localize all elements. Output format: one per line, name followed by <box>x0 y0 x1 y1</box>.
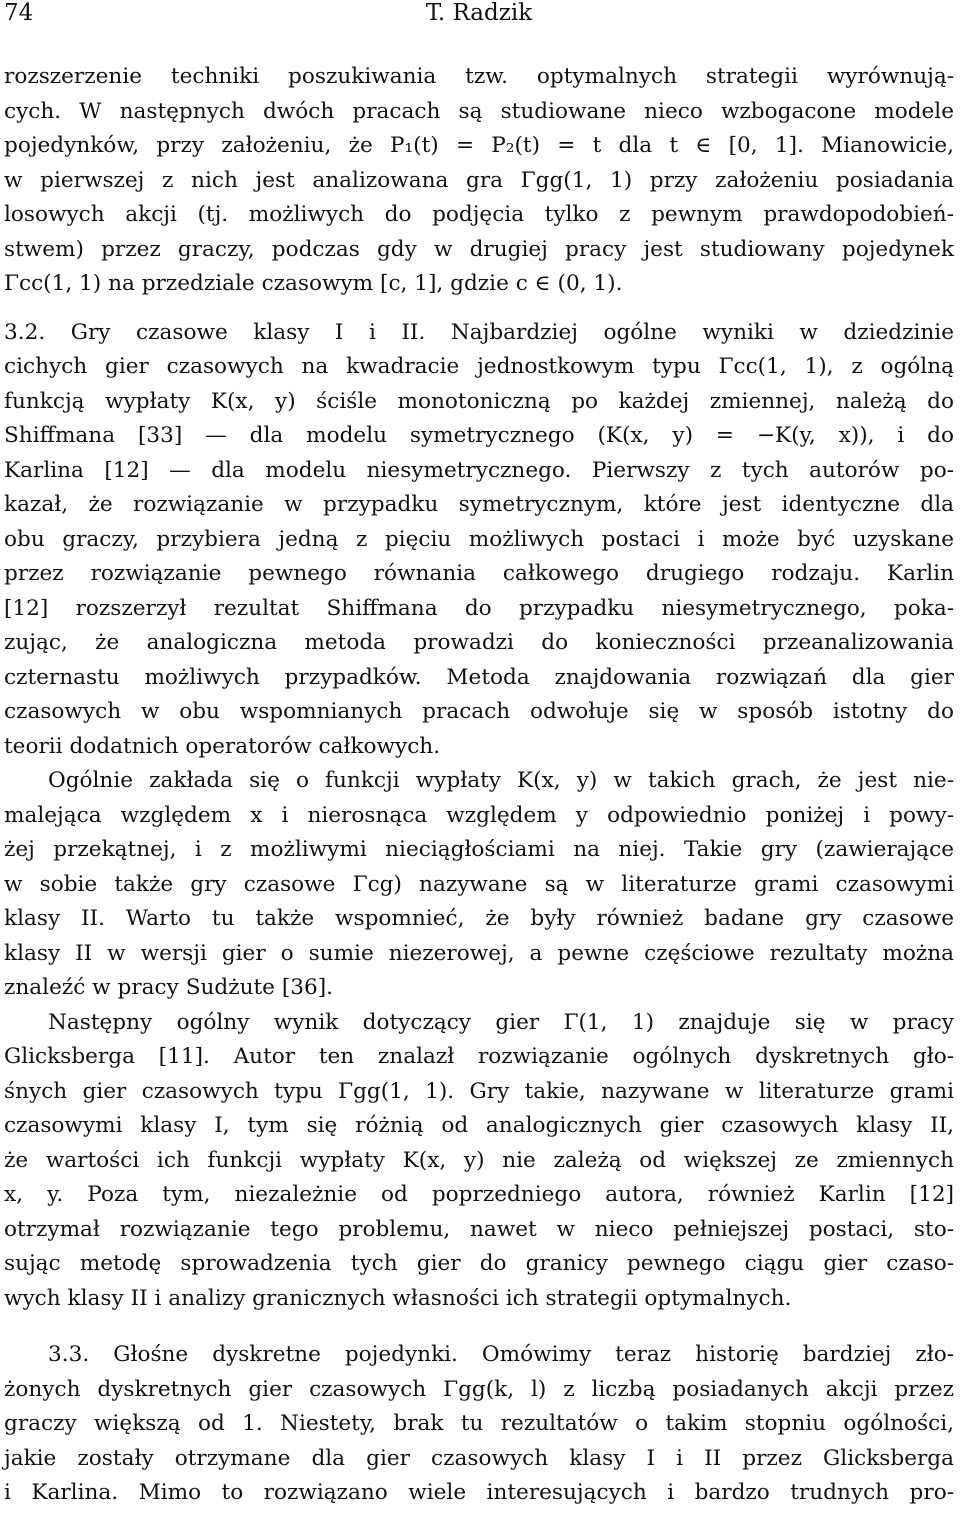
text-line: 3.3. Głośne dyskretne pojedynki. Omówimy teraz historię bardziej zło- <box>48 1342 954 1367</box>
text-line: 3.2. Gry czasowe klasy I i II. Najbardziej ogólne wyniki w dziedzinie <box>4 319 954 345</box>
text-line: żej przekątnej, i z możliwymi nieciągłościami na niej. Takie gry (zawierające <box>4 837 954 862</box>
text-line: x, y. Poza tym, niezależnie od poprzedniego autora, również Karlin [12] <box>4 1182 954 1207</box>
running-head-author: T. Radzik <box>425 0 533 26</box>
text-line: że wartości ich funkcji wypłaty K(x, y) nie zależą od większej ze zmiennych <box>4 1147 954 1173</box>
text-line: cych. W następnych dwóch pracach są studiowane nieco wzbogacone modele <box>4 98 954 124</box>
section-gap <box>4 1316 954 1338</box>
text-line: w pierwszej z nich jest analizowana gra Γgg(1, 1) przy założeniu posiadania <box>4 167 954 193</box>
text-line: [12] rozszerzył rezultat Shiffmana do przypadku niesymetrycznego, poka- <box>4 595 954 621</box>
text-line: kazał, że rozwiązanie w przypadku symetrycznym, które jest identyczne dla <box>4 492 954 517</box>
text-line: klasy II w wersji gier o sumie niezerowej, a pewne częściowe rezultaty można <box>4 940 954 966</box>
text-line: znaleźć w pracy Sudżute [36]. <box>4 975 334 1000</box>
text-line: Ogólnie zakłada się o funkcji wypłaty K(x, y) w takich grach, że jest nie- <box>48 768 954 793</box>
text-line: teorii dodatnich operatorów całkowych. <box>4 733 441 759</box>
text-line: śnych gier czasowych typu Γgg(1, 1). Gry takie, nazywane w literaturze grami <box>4 1078 954 1104</box>
text-line: rozszerzenie techniki poszukiwania tzw. optymalnych strategii wyrównują- <box>4 64 954 89</box>
text-line: przez rozwiązanie pewnego równania całkowego drugiego rodzaju. Karlin <box>4 561 954 586</box>
text-line: funkcją wypłaty K(x, y) ściśle monotoniczną po każdej zmiennej, należą do <box>4 388 954 414</box>
text-line: stwem) przez graczy, podczas gdy w drugiej pracy jest studiowany pojedynek <box>4 236 954 262</box>
text-line: czasowymi klasy I, tym się różnią od analogicznych gier czasowych klasy II, <box>4 1113 954 1138</box>
text-line: cichych gier czasowych na kwadracie jednostkowym typu Γcc(1, 1), z ogólną <box>4 354 954 379</box>
text-line: Glicksberga [11]. Autor ten znalazł rozwiązanie ogólnych dyskretnych gło- <box>4 1044 954 1069</box>
text-line: w sobie także gry czasowe Γcg) nazywane są w literaturze grami czasowymi <box>4 871 954 897</box>
text-line: klasy II. Warto tu także wspomnieć, że były również badane gry czasowe <box>4 906 954 931</box>
text-line: zując, że analogiczna metoda prowadzi do konieczności przeanalizowania <box>4 630 954 655</box>
text-line: losowych akcji (tj. możliwych do podjęcia tylko z pewnym prawdopodobień- <box>4 202 954 227</box>
text-line: pojedynków, przy założeniu, że P₁(t) = P₂(t) = t dla t ∈ [0, 1]. Mianowicie, <box>4 133 954 158</box>
text-line: Karlina [12] — dla modelu niesymetrycznego. Pierwszy z tych autorów po- <box>4 457 954 483</box>
text-line: Następny ogólny wynik dotyczący gier Γ(1, 1) znajduje się w pracy <box>48 1009 954 1035</box>
text-line: żonych dyskretnych gier czasowych Γgg(k, l) z liczbą posiadanych akcji przez <box>4 1376 954 1402</box>
paper-page <box>4 0 954 1511</box>
text-line: otrzymał rozwiązanie tego problemu, nawet w nieco pełniejszej postaci, sto- <box>4 1216 954 1242</box>
text-line: Γcc(1, 1) na przedziale czasowym [c, 1], gdzie c ∈ (0, 1). <box>4 271 623 296</box>
text-line: i Karlina. Mimo to rozwiązano wiele interesujących i bardzo trudnych pro- <box>4 1480 954 1505</box>
section-gap <box>4 302 954 316</box>
text-line: Shiffmana [33] — dla modelu symetrycznego (K(x, y) = −K(y, x)), i do <box>4 423 954 448</box>
text-line: czternastu możliwych przypadków. Metoda znajdowania rozwiązań dla gier <box>4 664 954 690</box>
text-line: sując metodę sprowadzenia tych gier do granicy pewnego ciągu gier czaso- <box>4 1251 954 1276</box>
text-line: wych klasy II i analizy granicznych własności ich strategii optymalnych. <box>4 1285 792 1311</box>
page-number: 74 <box>4 0 34 26</box>
text-line: graczy większą od 1. Niestety, brak tu rezultatów o takim stopniu ogólności, <box>4 1411 954 1436</box>
body-text <box>4 60 954 1511</box>
text-line: obu graczy, przybiera jedną z pięciu możliwych postaci i może być uzyskane <box>4 526 954 552</box>
text-line: jakie zostały otrzymane dla gier czasowych klasy I i II przez Glicksberga <box>4 1445 954 1471</box>
text-line: malejąca względem x i nierosnąca względem y odpowiednio poniżej i powy- <box>4 802 954 828</box>
text-line: czasowych w obu wspomnianych pracach odwołuje się w sposób istotny do <box>4 699 954 724</box>
running-head <box>4 0 954 38</box>
